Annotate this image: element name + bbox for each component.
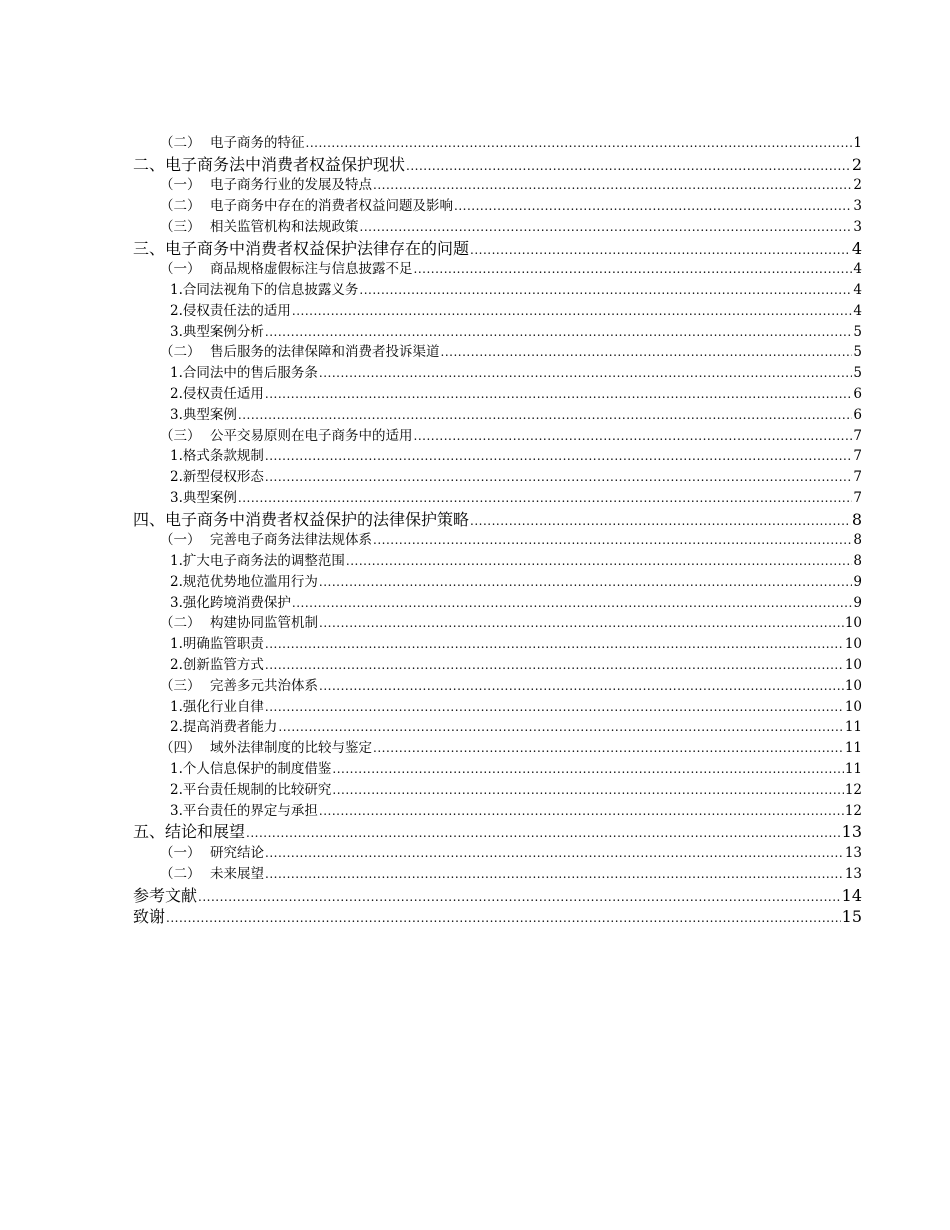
toc-entry-title: [170, 363, 318, 384]
toc-entry-number: 3.: [170, 489, 183, 506]
toc-dot-leader: [470, 511, 851, 533]
toc-entry-page-number: 7: [853, 489, 862, 506]
toc-entry-24[interactable]: [133, 613, 862, 634]
toc-dot-leader: [265, 322, 853, 343]
toc-entry-title: [160, 864, 264, 885]
toc-entry-title: [160, 613, 318, 634]
toc-entry-number: 1.: [170, 365, 183, 382]
toc-entry-title: [170, 780, 331, 801]
toc-entry-page-number: 4: [851, 238, 862, 258]
toc-entry-text: 电子商务中消费者权益保护的法律保护策略: [165, 509, 470, 529]
toc-entry-title: [170, 801, 318, 822]
toc-entry-title: [170, 551, 345, 572]
toc-dot-leader: [238, 488, 853, 509]
toc-entry-26[interactable]: [133, 655, 862, 676]
toc-entry-title: [170, 446, 264, 467]
toc-entry-page-number: 13: [844, 865, 862, 882]
toc-entry-number: 1.: [170, 698, 183, 715]
toc-entry-page-number: 2: [853, 177, 862, 194]
toc-entry-text: 电子商务中存在的消费者权益问题及影响: [210, 198, 453, 215]
toc-entry-1[interactable]: [133, 133, 862, 154]
toc-entry-title: [160, 196, 453, 217]
toc-entry-page-number: 15: [841, 907, 862, 926]
toc-dot-leader: [265, 467, 853, 488]
toc-entry-text: 完善多元共治体系: [210, 677, 318, 694]
toc-entry-title: [160, 217, 359, 238]
toc-entry-page-number: 13: [844, 844, 862, 861]
toc-entry-text: 平台责任规制的比较研究: [182, 781, 332, 798]
toc-entry-17[interactable]: [133, 467, 862, 488]
toc-entry-number: 2.: [170, 573, 183, 590]
toc-entry-14[interactable]: [133, 405, 862, 426]
toc-entry-36[interactable]: [133, 864, 862, 885]
toc-entry-9[interactable]: [133, 301, 862, 322]
toc-entry-title: [160, 175, 372, 196]
toc-entry-text: 创新监管方式: [182, 657, 264, 674]
toc-entry-text: 结论和展望: [165, 822, 246, 842]
toc-dot-leader: [265, 655, 844, 676]
toc-entry-text: 完善电子商务法律法规体系: [210, 532, 372, 549]
toc-entry-number: （三）: [160, 677, 201, 694]
toc-entry-number: （四）: [160, 740, 201, 757]
toc-entry-page-number: 10: [844, 657, 862, 674]
toc-dot-leader: [454, 196, 852, 217]
toc-entry-38[interactable]: [133, 906, 862, 928]
toc-entry-page-number: 6: [853, 406, 862, 423]
toc-entry-page-number: 14: [841, 885, 862, 905]
toc-dot-leader: [332, 780, 843, 801]
toc-entry-page-number: 4: [853, 261, 862, 278]
toc-entry-title: [170, 697, 264, 718]
toc-entry-title: [170, 634, 264, 655]
toc-entry-number: （一）: [160, 844, 201, 861]
toc-dot-leader: [292, 301, 853, 322]
toc-entry-number: （二）: [160, 865, 201, 882]
toc-entry-title: [133, 885, 197, 907]
toc-entry-2[interactable]: [133, 154, 862, 176]
toc-entry-number: （一）: [160, 261, 201, 278]
toc-entry-page-number: 2: [851, 154, 862, 174]
toc-entry-page-number: 12: [844, 802, 862, 819]
toc-entry-title: [133, 906, 165, 928]
toc-dot-leader: [265, 384, 853, 405]
toc-entry-page-number: 4: [853, 281, 862, 298]
toc-dot-leader: [198, 887, 841, 909]
toc-entry-8[interactable]: [133, 280, 862, 301]
toc-dot-leader: [265, 634, 844, 655]
toc-entry-text: 平台责任的界定与承担: [182, 802, 318, 819]
toc-entry-title: [170, 301, 291, 322]
toc-entry-19[interactable]: [133, 509, 862, 531]
toc-entry-text: 合同法中的售后服务条: [182, 365, 318, 382]
toc-dot-leader: [373, 530, 852, 551]
toc-entry-title: [133, 154, 405, 176]
toc-entry-title: [133, 509, 469, 531]
toc-entry-text: 格式条款规制: [182, 448, 264, 465]
toc-entry-text: 研究结论: [210, 844, 264, 861]
toc-dot-leader: [265, 864, 844, 885]
toc-entry-title: [160, 426, 413, 447]
toc-entry-30[interactable]: [133, 738, 862, 759]
toc-entry-title: [170, 593, 291, 614]
toc-entry-number: 五、: [133, 822, 166, 842]
toc-entry-title: [133, 821, 245, 843]
toc-entry-text: 致谢: [133, 907, 166, 926]
toc-entry-37[interactable]: [133, 885, 862, 907]
toc-entry-text: 明确监管职责: [182, 636, 264, 653]
toc-dot-leader: [265, 697, 844, 718]
toc-entry-22[interactable]: [133, 572, 862, 593]
toc-dot-leader: [265, 446, 853, 467]
toc-dot-leader: [319, 801, 844, 822]
toc-entry-title: [170, 655, 264, 676]
toc-entry-title: [170, 717, 277, 738]
toc-entry-title: [160, 259, 413, 280]
toc-entry-text: 电子商务法中消费者权益保护现状: [165, 154, 406, 174]
toc-entry-text: 售后服务的法律保障和消费者投诉渠道: [210, 344, 440, 361]
toc-entry-7[interactable]: [133, 259, 862, 280]
toc-entry-text: 公平交易原则在电子商务中的适用: [210, 427, 413, 444]
toc-entry-13[interactable]: [133, 384, 862, 405]
toc-entry-number: 1.: [170, 281, 183, 298]
toc-entry-33[interactable]: [133, 801, 862, 822]
toc-entry-page-number: 10: [844, 615, 862, 632]
toc-entry-title: [170, 384, 264, 405]
toc-entry-23[interactable]: [133, 593, 862, 614]
toc-entry-text: 强化跨境消费保护: [182, 594, 291, 611]
toc-entry-page-number: 9: [853, 573, 862, 590]
toc-entry-18[interactable]: [133, 488, 862, 509]
toc-entry-20[interactable]: [133, 530, 862, 551]
toc-dot-leader: [441, 342, 853, 363]
toc-entry-4[interactable]: [133, 196, 862, 217]
toc-entry-number: 3.: [170, 802, 183, 819]
toc-dot-leader: [278, 717, 843, 738]
toc-entry-title: [170, 280, 358, 301]
toc-entry-number: （一）: [160, 177, 201, 194]
table-of-contents: [133, 133, 862, 928]
toc-entry-32[interactable]: [133, 780, 862, 801]
toc-dot-leader: [246, 823, 841, 845]
toc-entry-page-number: 1: [853, 135, 862, 151]
toc-entry-title: [160, 342, 440, 363]
toc-entry-34[interactable]: [133, 821, 862, 843]
toc-entry-number: 1.: [170, 448, 183, 465]
toc-entry-number: 2.: [170, 302, 183, 319]
toc-entry-11[interactable]: [133, 342, 862, 363]
toc-dot-leader: [470, 240, 851, 262]
toc-entry-text: 提高消费者能力: [182, 719, 278, 736]
toc-dot-leader: [359, 280, 852, 301]
toc-entry-5[interactable]: [133, 217, 862, 238]
toc-dot-leader: [319, 676, 844, 697]
toc-entry-number: 2.: [170, 719, 183, 736]
toc-entry-text: 扩大电子商务法的调整范围: [182, 553, 345, 570]
toc-entry-page-number: 5: [853, 323, 862, 340]
toc-dot-leader: [319, 363, 853, 384]
toc-dot-leader: [306, 133, 853, 154]
toc-entry-6[interactable]: [133, 238, 862, 260]
toc-entry-title: [170, 759, 331, 780]
toc-dot-leader: [319, 572, 853, 593]
toc-entry-number: 1.: [170, 553, 183, 570]
toc-entry-number: 2.: [170, 469, 183, 486]
toc-dot-leader: [166, 908, 841, 930]
toc-entry-text: 电子商务行业的发展及特点: [210, 177, 372, 194]
toc-entry-number: 四、: [133, 509, 166, 529]
toc-entry-number: 3.: [170, 323, 183, 340]
toc-entry-text: 侵权责任法的适用: [182, 302, 291, 319]
toc-dot-leader: [414, 259, 853, 280]
toc-entry-text: 典型案例: [182, 489, 237, 506]
toc-entry-number: （二）: [160, 198, 201, 215]
toc-entry-text: 典型案例: [182, 406, 237, 423]
toc-entry-number: （一）: [160, 532, 201, 549]
toc-entry-number: 1.: [170, 761, 183, 778]
toc-entry-page-number: 11: [844, 740, 862, 757]
toc-entry-page-number: 8: [853, 553, 862, 570]
toc-dot-leader: [292, 593, 853, 614]
toc-entry-title: [170, 322, 264, 343]
toc-entry-number: （二）: [160, 344, 201, 361]
toc-entry-title: [160, 676, 318, 697]
toc-entry-page-number: 8: [851, 509, 862, 529]
toc-entry-text: 新型侵权形态: [182, 469, 264, 486]
toc-entry-number: 二、: [133, 154, 166, 174]
toc-dot-leader: [265, 843, 844, 864]
toc-entry-page-number: 10: [844, 636, 862, 653]
toc-entry-text: 典型案例分析: [182, 323, 264, 340]
toc-entry-25[interactable]: [133, 634, 862, 655]
toc-entry-page-number: 3: [853, 198, 862, 215]
toc-entry-12[interactable]: [133, 363, 862, 384]
toc-entry-31[interactable]: [133, 759, 862, 780]
toc-entry-page-number: 10: [844, 677, 862, 694]
toc-entry-page-number: 12: [844, 781, 862, 798]
toc-dot-leader: [373, 175, 852, 196]
toc-entry-page-number: 7: [853, 427, 862, 444]
toc-entry-29[interactable]: [133, 717, 862, 738]
toc-entry-16[interactable]: [133, 446, 862, 467]
toc-entry-page-number: 8: [853, 532, 862, 549]
toc-dot-leader: [406, 156, 851, 178]
toc-dot-leader: [414, 426, 853, 447]
toc-entry-text: 强化行业自律: [182, 698, 264, 715]
toc-dot-leader: [346, 551, 853, 572]
toc-entry-text: 个人信息保护的制度借鉴: [182, 761, 332, 778]
toc-entry-title: [160, 843, 264, 864]
toc-entry-number: （三）: [160, 218, 201, 235]
toc-entry-number: 2.: [170, 657, 183, 674]
toc-entry-title: [160, 530, 372, 551]
toc-entry-text: 参考文献: [133, 885, 198, 905]
toc-entry-number: 2.: [170, 385, 183, 402]
toc-entry-text: 相关监管机构和法规政策: [210, 218, 359, 235]
toc-entry-title: [170, 488, 237, 509]
toc-entry-text: 规范优势地位滥用行为: [182, 573, 318, 590]
toc-entry-page-number: 9: [853, 594, 862, 611]
toc-entry-page-number: 10: [844, 698, 862, 715]
toc-entry-page-number: 11: [844, 761, 862, 778]
toc-entry-page-number: 7: [853, 469, 862, 486]
toc-entry-text: 构建协同监管机制: [210, 615, 318, 632]
toc-entry-number: 1.: [170, 636, 183, 653]
toc-entry-text: 合同法视角下的信息披露义务: [182, 281, 359, 298]
toc-entry-number: （二）: [160, 615, 201, 632]
toc-entry-15[interactable]: [133, 426, 862, 447]
toc-dot-leader: [238, 405, 853, 426]
toc-entry-title: [133, 238, 469, 260]
toc-entry-number: 3.: [170, 594, 183, 611]
toc-entry-text: 商品规格虚假标注与信息披露不足: [210, 261, 413, 278]
toc-entry-text: 未来展望: [210, 865, 264, 882]
toc-entry-page-number: 7: [853, 448, 862, 465]
toc-entry-page-number: 3: [853, 218, 862, 235]
toc-entry-page-number: 11: [844, 719, 862, 736]
toc-dot-leader: [360, 217, 853, 238]
toc-entry-number: 三、: [133, 238, 166, 258]
toc-entry-title: [170, 572, 318, 593]
toc-entry-page-number: 4: [853, 302, 862, 319]
toc-entry-page-number: 5: [853, 344, 862, 361]
toc-entry-10[interactable]: [133, 322, 862, 343]
toc-entry-text: 电子商务中消费者权益保护法律存在的问题: [165, 238, 470, 258]
toc-entry-3[interactable]: [133, 175, 862, 196]
toc-entry-title: [170, 405, 237, 426]
toc-entry-text: 电子商务的特征: [210, 135, 305, 151]
toc-entry-21[interactable]: [133, 551, 862, 572]
toc-entry-27[interactable]: [133, 676, 862, 697]
toc-entry-number: 2.: [170, 781, 183, 798]
toc-entry-text: 域外法律制度的比较与鉴定: [210, 740, 372, 757]
toc-entry-number: （二）: [160, 135, 201, 151]
toc-dot-leader: [319, 613, 844, 634]
toc-entry-page-number: 5: [853, 365, 862, 382]
toc-entry-28[interactable]: [133, 697, 862, 718]
toc-dot-leader: [373, 738, 844, 759]
toc-entry-text: 侵权责任适用: [182, 385, 264, 402]
toc-entry-title: [160, 133, 305, 154]
toc-entry-title: [160, 738, 372, 759]
toc-entry-number: 3.: [170, 406, 183, 423]
toc-entry-page-number: 6: [853, 385, 862, 402]
toc-entry-number: （三）: [160, 427, 201, 444]
toc-dot-leader: [332, 759, 843, 780]
toc-entry-page-number: 13: [841, 822, 862, 842]
toc-entry-35[interactable]: [133, 843, 862, 864]
toc-entry-title: [170, 467, 264, 488]
